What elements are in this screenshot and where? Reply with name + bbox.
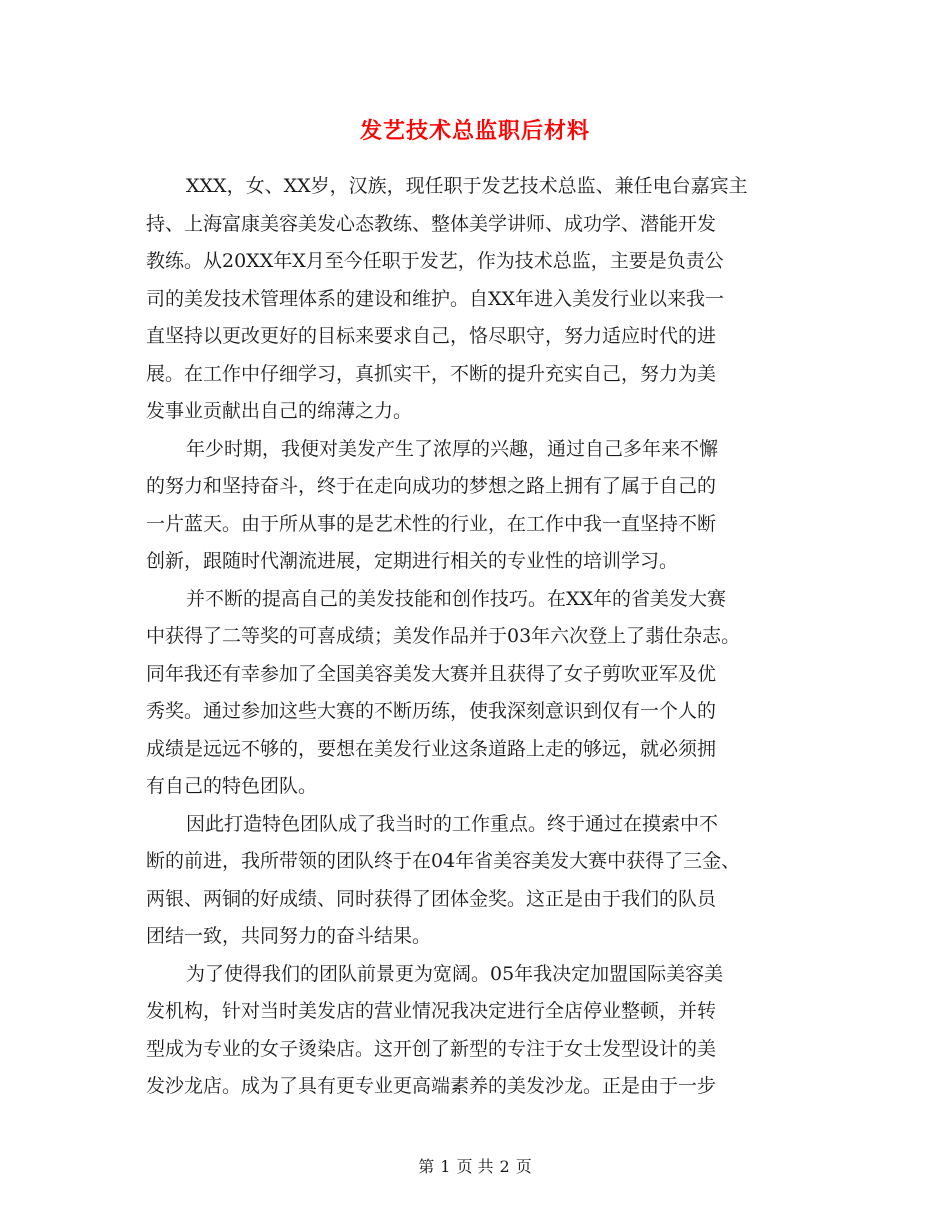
page-footer (0, 1154, 950, 1177)
text-line: 团结一致，共同努力的奋斗结果。 (146, 925, 432, 947)
text-line: 创新，跟随时代潮流进展，定期进行相关的专业性的培训学习。 (146, 550, 679, 572)
text-line: 中获得了二等奖的可喜成绩；美发作品并于03年六次登上了翡仕杂志。 (146, 625, 741, 647)
text-line: 教练。从20XX年X月至今任职于发艺，作为技术总监，主要是负责公 (146, 250, 724, 272)
text-line: 发机构，针对当时美发店的营业情况我决定进行全店停业整顿，并转 (146, 1000, 717, 1022)
text-line: 直坚持以更改更好的目标来要求自己，恪尽职守，努力适应时代的进 (146, 325, 717, 347)
text-line: 成绩是远远不够的，要想在美发行业这条道路上走的够远，就必须拥 (146, 737, 717, 760)
text-line: 持、上海富康美容美发心态教练、整体美学讲师、成功学、潜能开发 (146, 212, 717, 235)
footer-total-pages: 2 (499, 1157, 510, 1176)
text-line: 断的前进，我所带领的团队终于在04年省美容美发大赛中获得了三金、 (146, 850, 741, 872)
text-line: 发沙龙店。成为了具有更专业更高端素养的美发沙龙。正是由于一步 (146, 1075, 717, 1097)
text-line: 为了使得我们的团队前景更为宽阔。05年我决定加盟国际美容美 (186, 962, 724, 985)
footer-page-number: 1 (440, 1157, 451, 1176)
text-line: 型成为专业的女子烫染店。这开创了新型的专注于女士发型设计的美 (146, 1037, 717, 1060)
text-line: 同年我还有幸参加了全国美容美发大赛并且获得了女子剪吹亚军及优 (146, 662, 717, 685)
text-line: 有自己的特色团队。 (146, 775, 318, 797)
text-line: 一片蓝天。由于所从事的是艺术性的行业，在工作中我一直坚持不断 (146, 512, 717, 535)
footer-prefix: 第 (418, 1157, 435, 1176)
text-line: 秀奖。通过参加这些大赛的不断历练，使我深刻意识到仅有一个人的 (146, 700, 717, 722)
text-line: 因此打造特色团队成了我当时的工作重点。终于通过在摸索中不 (186, 812, 719, 835)
footer-middle: 页 共 (456, 1157, 494, 1176)
text-line: 司的美发技术管理体系的建设和维护。自XX年进入美发行业以来我一 (146, 287, 725, 310)
text-line: 发事业贡献出自己的绵薄之力。 (146, 400, 413, 422)
document-title: 发艺技术总监职后材料 (359, 119, 590, 144)
text-line: 的努力和坚持奋斗，终于在走向成功的梦想之路上拥有了属于自己的 (146, 475, 717, 497)
footer-suffix: 页 (515, 1157, 532, 1176)
text-line: 展。在工作中仔细学习，真抓实干，不断的提升充实自己，努力为美 (146, 362, 717, 385)
document-body (146, 168, 806, 1106)
text-line: 并不断的提高自己的美发技能和创作技巧。在XX年的省美发大赛 (186, 587, 727, 610)
text-line: 年少时期，我便对美发产生了浓厚的兴趣，通过自己多年来不懈 (186, 437, 719, 460)
text-line: 两银、两铜的好成绩、同时获得了团体金奖。这正是由于我们的队员 (146, 887, 717, 910)
text-line: XXX，女、XX岁，汉族，现任职于发艺技术总监、兼任电台嘉宾主 (186, 175, 748, 197)
